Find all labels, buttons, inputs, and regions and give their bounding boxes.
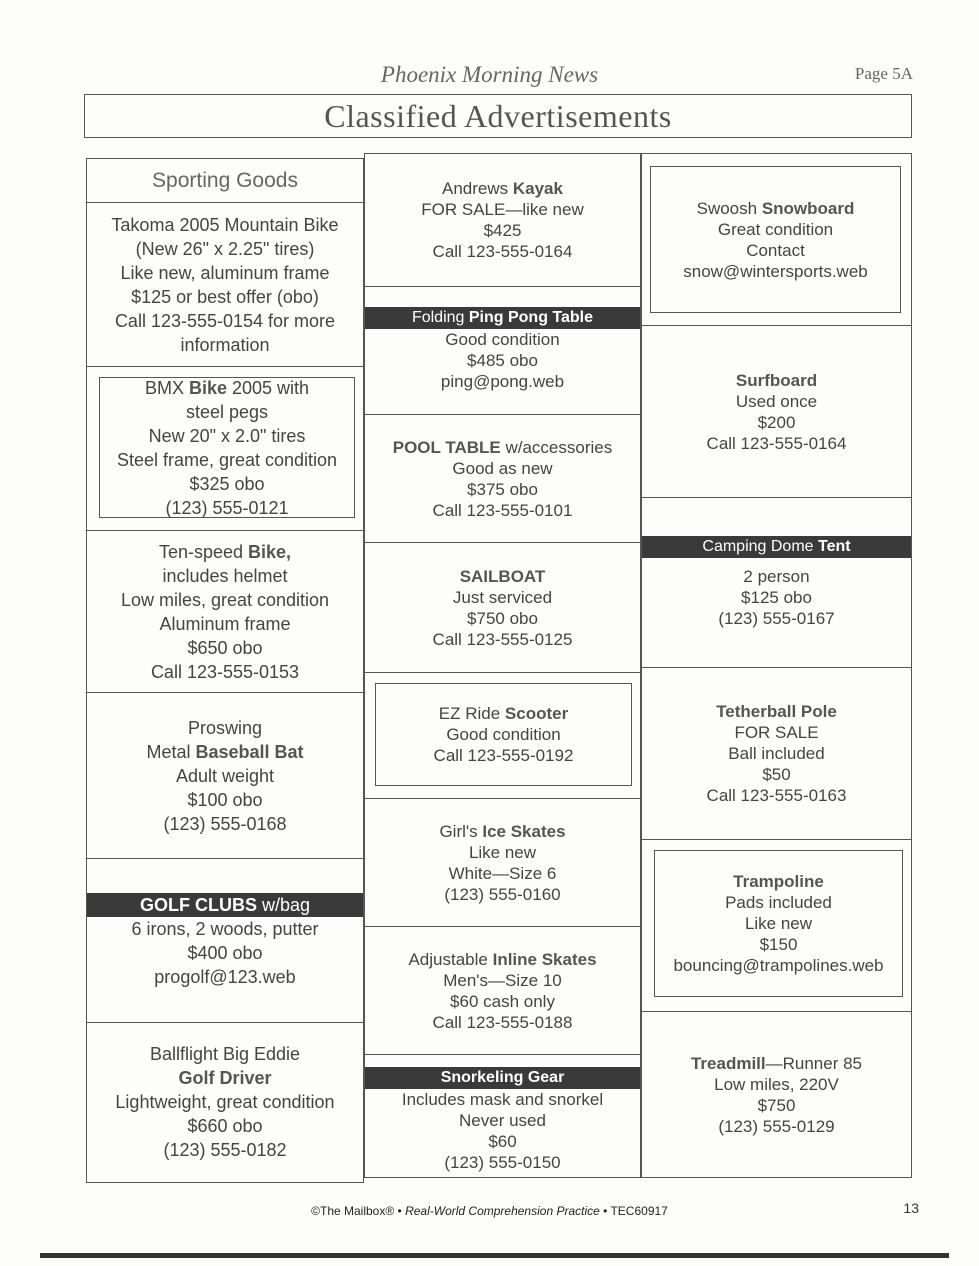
ad-box bbox=[650, 166, 901, 313]
ad-line: $125 obo bbox=[741, 588, 812, 607]
ad-line: (123) 555-0160 bbox=[444, 884, 561, 904]
ad-item: Inline Skates bbox=[492, 949, 597, 969]
ad-text: —Runner 85 bbox=[765, 1053, 863, 1073]
ad-line: Call 123-555-0164 bbox=[432, 242, 573, 261]
ad-line: $60 cash only bbox=[450, 991, 555, 1011]
ad-item: Treadmill bbox=[690, 1053, 766, 1073]
ad-tetherball-pole bbox=[642, 668, 911, 840]
ad-line: Call 123-555-0164 bbox=[706, 433, 847, 453]
ad-line: $750 bbox=[757, 1095, 796, 1115]
ad-line: Includes mask and snorkel bbox=[401, 1090, 604, 1109]
ad-line: Call 123-555-0192 bbox=[433, 746, 574, 765]
ad-text: Metal bbox=[146, 741, 196, 762]
ad-inline-skates bbox=[365, 927, 640, 1055]
ad-line: FOR SALE bbox=[734, 723, 819, 742]
ad-item: Ice Skates bbox=[482, 821, 566, 841]
ad-line: (New 26" x 2.25" tires) bbox=[135, 238, 315, 259]
ad-line: Good condition bbox=[445, 330, 560, 349]
ad-line: White—Size 6 bbox=[448, 863, 557, 883]
ad-line: (123) 555-0182 bbox=[163, 1140, 287, 1160]
ad-banner bbox=[365, 307, 640, 329]
ad-line: Call 123-555-0154 for more bbox=[114, 310, 336, 331]
ad-text: Ten-speed bbox=[158, 541, 249, 562]
column-1 bbox=[86, 158, 364, 1183]
ad-line: Ball included bbox=[728, 744, 825, 763]
ad-banner bbox=[87, 893, 363, 917]
ad-item: Snowboard bbox=[761, 198, 855, 218]
ad-line: $375 obo bbox=[467, 479, 538, 499]
ad-line: information bbox=[180, 334, 270, 355]
ad-ping-pong-table bbox=[365, 287, 640, 415]
ad-item: Bike bbox=[188, 377, 227, 398]
ad-line: $750 obo bbox=[467, 608, 538, 628]
ad-item: Baseball Bat bbox=[195, 741, 304, 762]
ad-line: Great condition bbox=[717, 219, 834, 239]
ad-line: Low miles, great condition bbox=[120, 589, 330, 610]
ad-text: 2005 with bbox=[226, 377, 310, 398]
ad-surfboard bbox=[642, 326, 911, 498]
ad-line: Like new bbox=[468, 842, 537, 862]
ad-text: Camping Dome bbox=[702, 538, 818, 555]
ad-item: Bike, bbox=[248, 541, 292, 562]
ad-line: (123) 555-0121 bbox=[165, 497, 289, 518]
ad-line: Call 123-555-0153 bbox=[150, 661, 300, 682]
ad-mountain-bike bbox=[87, 203, 363, 367]
ad-banner: Snorkeling Gear bbox=[365, 1067, 640, 1089]
ad-scooter bbox=[365, 673, 640, 799]
ad-line: Steel frame, great condition bbox=[116, 449, 338, 470]
ad-text: Folding bbox=[411, 309, 469, 326]
ad-line: New 20" x 2.0" tires bbox=[148, 425, 306, 446]
ad-item: Trampoline bbox=[733, 872, 824, 891]
ad-item: Tent bbox=[818, 538, 851, 555]
ad-line: Call 123-555-0125 bbox=[432, 629, 573, 649]
ad-line: Men's—Size 10 bbox=[443, 970, 562, 990]
ad-text: Girl's bbox=[439, 821, 483, 841]
ad-kayak bbox=[365, 154, 640, 287]
ad-line: Never used bbox=[459, 1111, 546, 1130]
ad-line: $200 bbox=[757, 412, 796, 432]
ad-line: Call 123-555-0163 bbox=[706, 786, 847, 805]
ad-line: steel pegs bbox=[185, 401, 269, 422]
ad-text: BMX bbox=[144, 377, 189, 398]
ad-item: Surfboard bbox=[735, 370, 818, 390]
ad-line: $485 obo bbox=[467, 351, 538, 370]
ad-pool-table bbox=[365, 415, 640, 543]
ad-ice-skates bbox=[365, 799, 640, 927]
footer-title: Real-World Comprehension Practice bbox=[405, 1204, 600, 1218]
ad-snorkeling-gear bbox=[365, 1055, 640, 1177]
column-2 bbox=[364, 153, 641, 1178]
ad-line: Call 123-555-0101 bbox=[432, 500, 573, 520]
ad-item: Golf Driver bbox=[178, 1068, 272, 1088]
ad-item: POOL TABLE bbox=[392, 437, 501, 457]
ad-line: (123) 555-0129 bbox=[718, 1116, 835, 1136]
title-box bbox=[84, 94, 912, 138]
ad-golf-driver bbox=[87, 1023, 363, 1181]
ad-text: w/bag bbox=[256, 895, 311, 915]
ad-item: Ping Pong Table bbox=[468, 309, 594, 326]
ad-line: $60 bbox=[488, 1132, 517, 1151]
ad-box bbox=[654, 850, 903, 997]
ad-line: 2 person bbox=[743, 567, 810, 586]
ad-line: $150 bbox=[759, 935, 798, 954]
ad-line: $325 obo bbox=[189, 473, 265, 494]
ad-line: $425 bbox=[483, 221, 522, 240]
ad-line: Low miles, 220V bbox=[714, 1074, 839, 1094]
ad-line: includes helmet bbox=[162, 565, 288, 586]
ad-line: progolf@123.web bbox=[154, 967, 296, 987]
ad-line: 6 irons, 2 woods, putter bbox=[131, 919, 319, 939]
ad-item: SAILBOAT bbox=[459, 566, 546, 586]
ad-text: w/accessories bbox=[500, 437, 613, 457]
ad-line: Contact bbox=[746, 240, 805, 260]
ad-line: $50 bbox=[762, 765, 791, 784]
ad-text: Swoosh bbox=[696, 198, 762, 218]
ad-ten-speed-bike bbox=[87, 531, 363, 693]
ad-text: Andrews bbox=[442, 179, 513, 198]
ad-line: $650 obo bbox=[187, 637, 263, 658]
footer-right: • TEC60917 bbox=[599, 1204, 668, 1218]
ad-sailboat bbox=[365, 543, 640, 673]
ad-camping-tent bbox=[642, 498, 911, 668]
ad-line: Proswing bbox=[187, 717, 263, 738]
ad-box bbox=[99, 377, 355, 518]
ad-box bbox=[375, 683, 632, 786]
newspaper-name: Phoenix Morning News bbox=[380, 62, 599, 87]
ad-line: Like new bbox=[744, 914, 813, 933]
ad-line: Good as new bbox=[452, 458, 553, 478]
page-number: Page 5A bbox=[854, 64, 913, 83]
section-header bbox=[87, 159, 363, 203]
ad-item: GOLF CLUBS bbox=[139, 895, 257, 915]
section-title: Sporting Goods bbox=[152, 168, 298, 192]
ad-baseball-bat bbox=[87, 693, 363, 859]
ad-line: $100 obo bbox=[187, 789, 263, 810]
footer-credit bbox=[0, 1204, 979, 1218]
ad-line: (123) 555-0167 bbox=[718, 609, 835, 628]
ad-line: Good condition bbox=[446, 725, 561, 744]
ad-line: $125 or best offer (obo) bbox=[131, 286, 319, 307]
ad-line: Call 123-555-0188 bbox=[432, 1012, 573, 1032]
ad-line: Like new, aluminum frame bbox=[120, 262, 330, 283]
ad-item: Scooter bbox=[504, 704, 569, 723]
ad-line: (123) 555-0150 bbox=[444, 1153, 561, 1172]
ad-golf-clubs bbox=[87, 859, 363, 1023]
ad-banner bbox=[642, 536, 911, 558]
ad-line: ping@pong.web bbox=[440, 372, 565, 391]
bottom-scan-edge bbox=[40, 1253, 949, 1258]
ad-treadmill bbox=[642, 1012, 911, 1177]
ad-line: $400 obo bbox=[187, 943, 263, 963]
column-3 bbox=[641, 153, 912, 1178]
ad-line: Ballflight Big Eddie bbox=[149, 1044, 301, 1064]
ad-bmx-bike bbox=[87, 367, 363, 531]
worksheet-page-number: 13 bbox=[903, 1200, 919, 1216]
ad-line: Takoma 2005 Mountain Bike bbox=[111, 214, 339, 235]
ad-item: Tetherball Pole bbox=[716, 702, 837, 721]
ad-line: bouncing@trampolines.web bbox=[673, 956, 884, 975]
page-title: Classified Advertisements bbox=[324, 98, 672, 134]
ad-text: Adjustable bbox=[408, 949, 493, 969]
ad-line: Adult weight bbox=[175, 765, 275, 786]
ad-trampoline bbox=[642, 840, 911, 1012]
ad-item: Kayak bbox=[512, 179, 563, 198]
ad-line: FOR SALE—like new bbox=[421, 200, 584, 219]
ad-line: $660 obo bbox=[187, 1116, 263, 1136]
ad-text: EZ Ride bbox=[438, 704, 505, 723]
ad-line: (123) 555-0168 bbox=[163, 813, 287, 834]
ad-line: Aluminum frame bbox=[159, 613, 291, 634]
ad-snowboard bbox=[642, 154, 911, 326]
ad-line: Just serviced bbox=[452, 587, 553, 607]
ad-line: Lightweight, great condition bbox=[115, 1092, 335, 1112]
ad-line: Pads included bbox=[725, 893, 832, 912]
footer-left: ©The Mailbox® • bbox=[311, 1204, 406, 1218]
ad-line: snow@wintersports.web bbox=[683, 261, 868, 281]
ad-line: Used once bbox=[735, 391, 818, 411]
